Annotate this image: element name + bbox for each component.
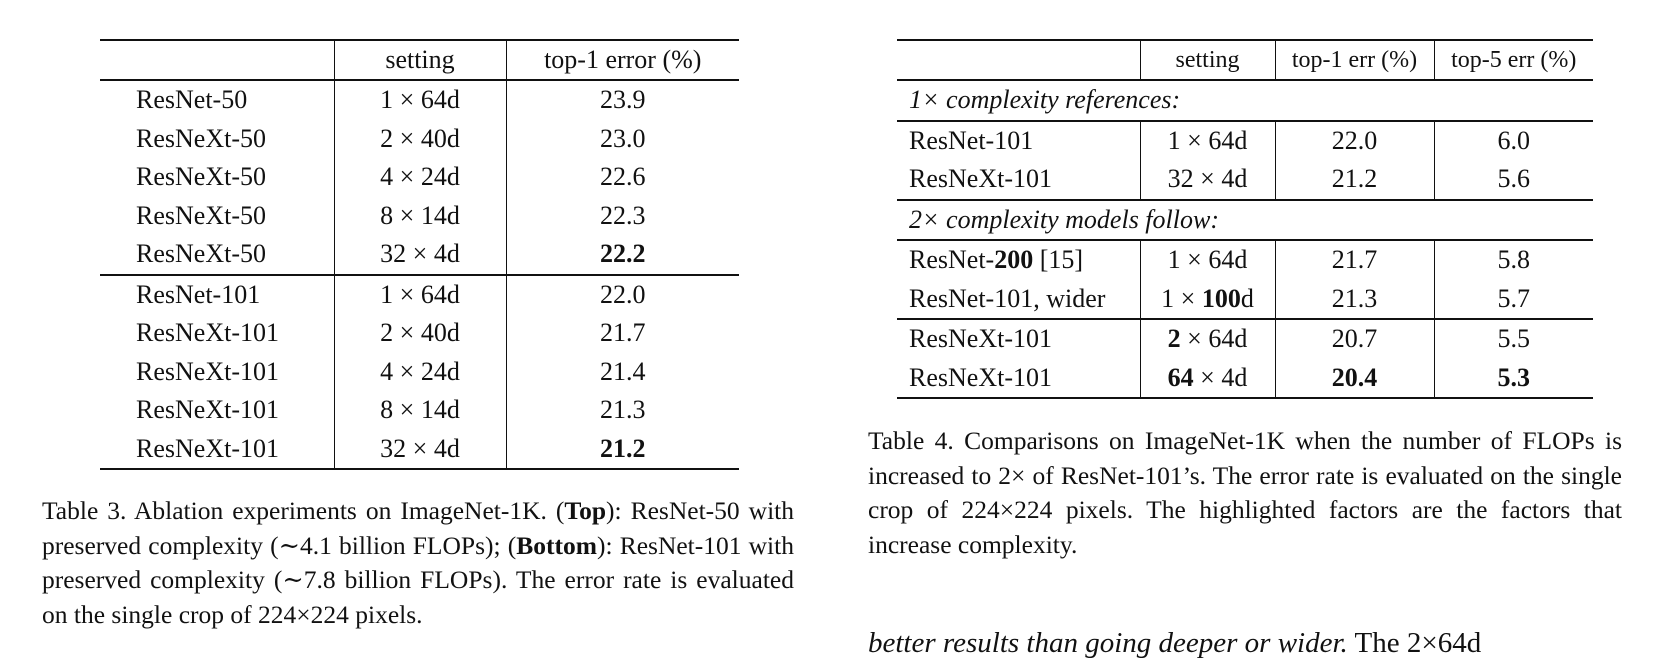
model-name: ResNeXt-101 <box>136 395 279 425</box>
table-4-header-row <box>897 40 1593 80</box>
top1-error: 22.0 <box>1275 121 1434 161</box>
model-name: ResNeXt-101 <box>100 430 334 470</box>
top1-error: 22.6 <box>600 162 646 192</box>
caption-top-label: Top <box>564 496 607 525</box>
setting: 32 × 4d <box>334 430 506 470</box>
caption-text: ): ResNet-50 with preserved complexity (∼4.1 billion FLOPs); ( <box>42 496 794 560</box>
setting: 8 × 14d <box>334 197 506 236</box>
caption-text: ): ResNet-101 with preserved complexity (∼7.8 billion FLOPs). The error rate is evaluated on the single crop of 224×224 pixels. <box>42 530 794 629</box>
table-row <box>897 280 1593 320</box>
setting: 32 × 4d <box>334 235 506 275</box>
model-name: ResNeXt-50 <box>136 123 266 153</box>
model-name: ResNeXt-101 <box>909 164 1052 194</box>
top1-error: 22.3 <box>600 200 646 230</box>
table-4-header-setting: setting <box>1140 40 1275 80</box>
setting-highlight: 100 <box>1201 283 1241 313</box>
group-2-label: 2× complexity models follow: <box>897 200 1593 241</box>
table-row <box>100 235 739 275</box>
group-1-label: 1× complexity references: <box>897 80 1593 121</box>
setting: 2 × 40d <box>334 314 506 353</box>
table-row <box>100 314 739 353</box>
model-name-suffix: [15] <box>1033 245 1084 275</box>
top1-error: 20.7 <box>1275 319 1434 359</box>
table-row <box>100 197 739 236</box>
table-row <box>897 121 1593 161</box>
body-paragraph <box>868 625 1622 661</box>
setting: 1 × 64d <box>1140 240 1275 280</box>
setting-prefix: 1 × <box>1161 283 1202 313</box>
table-3-header-model <box>100 40 334 80</box>
setting: 1 × 64d <box>334 275 506 315</box>
caption-bottom-label: Bottom <box>516 530 597 560</box>
setting: 2 × 40d <box>334 120 506 159</box>
table-row <box>897 359 1593 399</box>
setting <box>1140 359 1275 399</box>
setting: 8 × 14d <box>334 391 506 430</box>
table-3-header-row <box>100 40 739 80</box>
top1-error: 21.3 <box>600 395 646 425</box>
table-4 <box>897 39 1593 399</box>
table-row <box>897 240 1593 280</box>
table-row <box>100 158 739 197</box>
model-name <box>897 240 1140 280</box>
top1-error: 21.4 <box>600 356 646 386</box>
body-text: The 2×64d <box>1347 627 1482 659</box>
table-4-header-top5: top-5 err (%) <box>1434 40 1593 80</box>
setting-highlight: 64 <box>1167 362 1194 392</box>
table-row <box>897 160 1593 200</box>
table-4-header-model <box>897 40 1140 80</box>
table-3 <box>100 39 739 470</box>
top1-error-best: 22.2 <box>600 239 646 269</box>
top1-error: 21.2 <box>1275 160 1434 200</box>
group-header-row <box>897 80 1593 121</box>
model-name: ResNet-101 <box>100 275 334 315</box>
setting: 32 × 4d <box>1140 160 1275 200</box>
model-name: ResNeXt-101 <box>897 319 1140 359</box>
model-name: ResNeXt-50 <box>136 200 266 230</box>
top5-error: 5.6 <box>1434 160 1593 200</box>
setting <box>1140 319 1275 359</box>
top5-error-best: 5.3 <box>1434 359 1593 399</box>
table-row <box>897 319 1593 359</box>
table-4-caption: Table 4. Comparisons on ImageNet-1K when the number of FLOPs is increased to 2× of ResNet-101’s. The error rate is evaluated on the single crop of 224×224 pixels. The highlighted factors are the factors that increase complexity. <box>868 426 1622 559</box>
table-4-header-top1: top-1 err (%) <box>1275 40 1434 80</box>
top1-error: 23.9 <box>600 85 646 115</box>
setting-suffix: d <box>1240 283 1254 313</box>
setting-suffix: × 64d <box>1180 324 1248 354</box>
top5-error: 6.0 <box>1434 121 1593 161</box>
model-name-prefix: ResNet- <box>909 245 995 275</box>
setting: 4 × 24d <box>334 158 506 197</box>
top1-error: 21.7 <box>1275 240 1434 280</box>
model-name: ResNeXt-101 <box>897 359 1140 399</box>
table-row <box>100 80 739 120</box>
model-name: ResNet-50 <box>136 85 248 115</box>
setting <box>1140 280 1275 320</box>
model-name: ResNeXt-50 <box>136 162 266 192</box>
setting: 1 × 64d <box>1140 121 1275 161</box>
top1-error-best: 21.2 <box>506 430 739 470</box>
top5-error: 5.5 <box>1434 319 1593 359</box>
model-name: ResNet-101 <box>909 125 1034 155</box>
model-name: ResNeXt-101 <box>136 318 279 348</box>
top1-error: 21.7 <box>600 318 646 348</box>
body-italic-text: better results than going deeper or wider. <box>868 627 1348 659</box>
top5-error: 5.7 <box>1434 280 1593 320</box>
setting-highlight: 2 <box>1167 324 1181 354</box>
model-name-highlight: 200 <box>994 245 1034 275</box>
table-row <box>100 275 739 315</box>
setting: 4 × 24d <box>334 353 506 392</box>
model-name: ResNet-101, wider <box>909 283 1106 313</box>
model-name: ResNeXt-101 <box>136 356 279 386</box>
top1-error: 22.0 <box>506 275 739 315</box>
table-row <box>100 120 739 159</box>
table-3-header-error: top-1 error (%) <box>506 40 739 80</box>
model-name: ResNeXt-50 <box>136 239 266 269</box>
table-row <box>100 353 739 392</box>
group-header-row <box>897 200 1593 241</box>
setting: 1 × 64d <box>334 80 506 120</box>
table-row <box>100 391 739 430</box>
table-3-header-setting: setting <box>334 40 506 80</box>
top1-error: 23.0 <box>600 123 646 153</box>
caption-text: Table 3. Ablation experiments on ImageNet-1K. ( <box>42 496 565 525</box>
top1-error-best: 20.4 <box>1275 359 1434 399</box>
top1-error: 21.3 <box>1275 280 1434 320</box>
table-3-caption <box>42 494 794 632</box>
setting-suffix: × 4d <box>1193 362 1248 392</box>
table-row <box>100 430 739 470</box>
top5-error: 5.8 <box>1434 240 1593 280</box>
